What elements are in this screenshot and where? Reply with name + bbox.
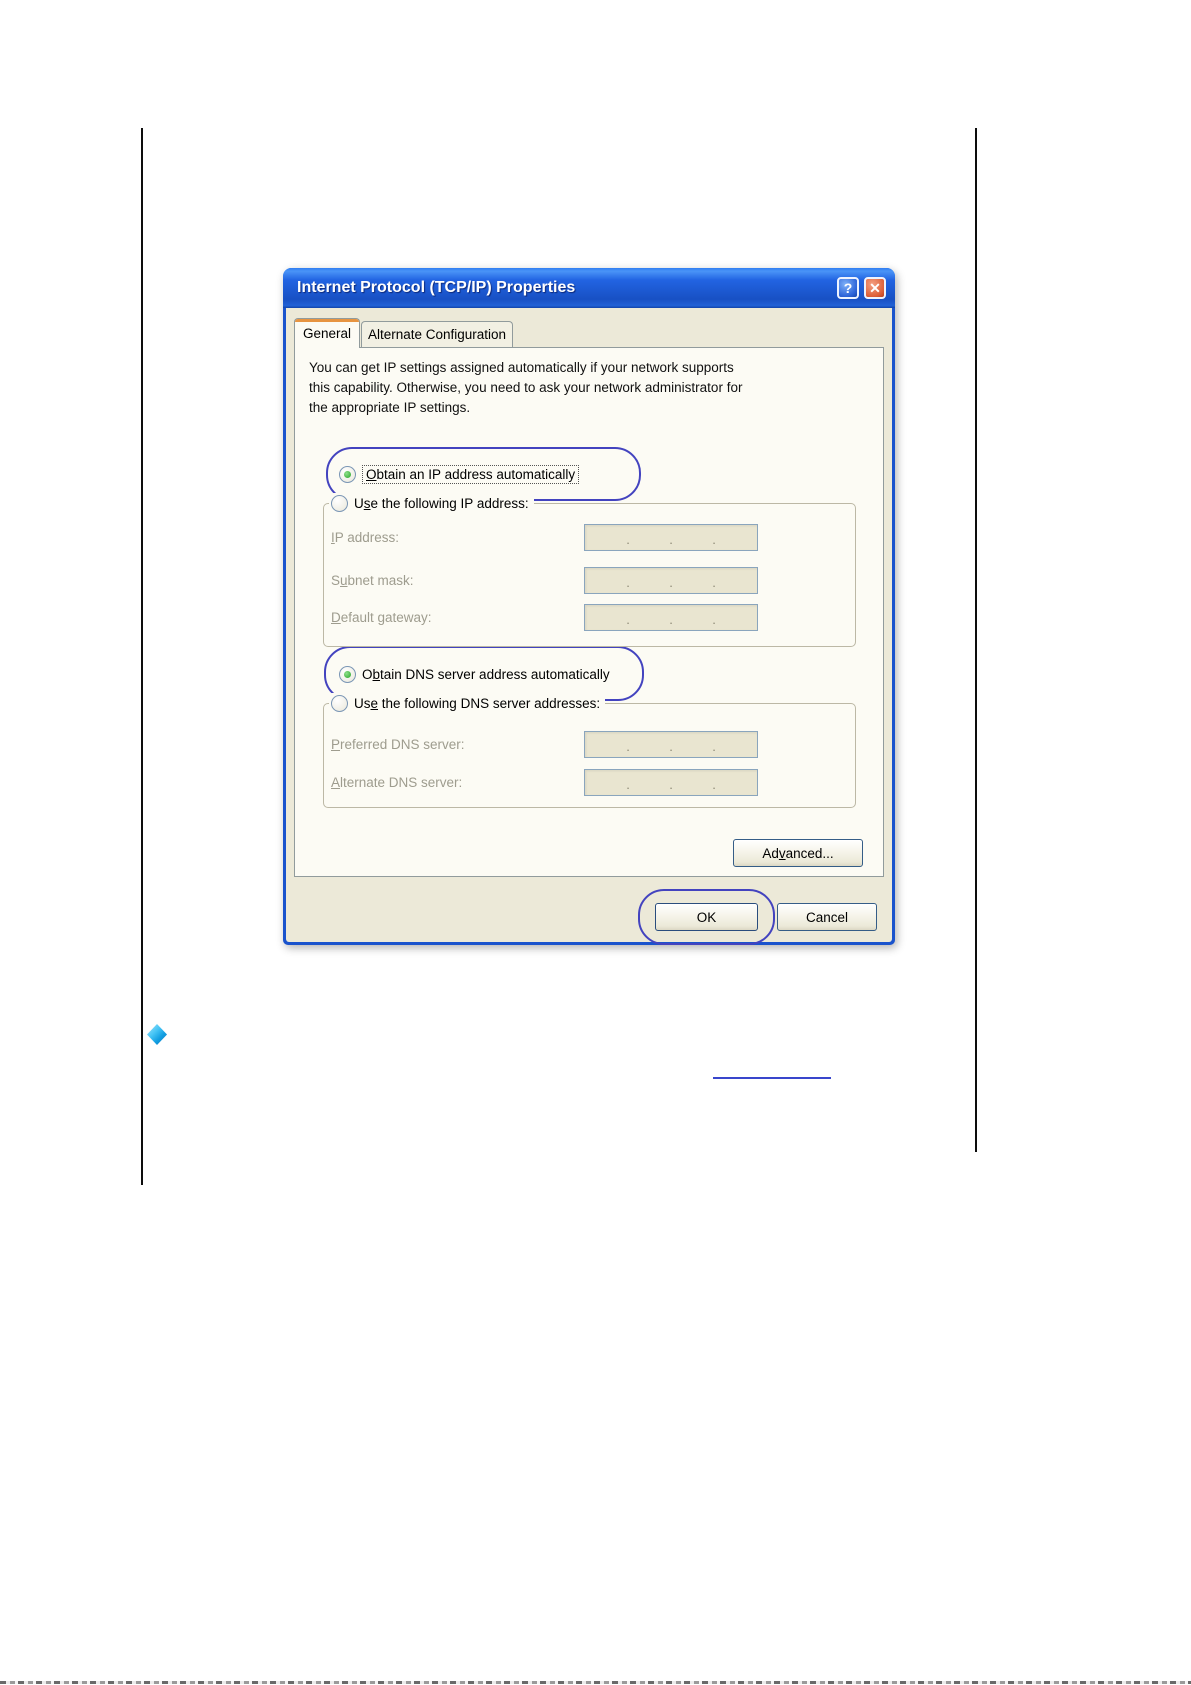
description-line: the appropriate IP settings. [309, 400, 471, 415]
legend-row-use-dns [329, 693, 605, 713]
octet-separator: . [712, 777, 716, 792]
label-preferred-dns: Preferred DNS server: [331, 737, 465, 752]
radio-obtain-dns-label[interactable]: Obtain DNS server address automatically [362, 666, 610, 682]
octet-separator: . [669, 612, 673, 627]
description-line: You can get IP settings assigned automatically if your network supports [309, 360, 734, 375]
tab-general-label: General [302, 326, 352, 341]
octet-separator: . [669, 575, 673, 590]
radio-row-obtain-dns [339, 660, 610, 688]
tab-page-general [294, 347, 884, 877]
cancel-button[interactable]: Cancel [777, 903, 877, 931]
input-ip-address[interactable] [584, 524, 758, 551]
octet-separator: . [712, 575, 716, 590]
legend-row-use-ip [329, 493, 534, 513]
hyperlink-underline[interactable] [713, 1077, 831, 1079]
octet-separator: . [626, 532, 630, 547]
octet-separator: . [626, 575, 630, 590]
label-subnet-mask: Subnet mask: [331, 573, 414, 588]
radio-obtain-ip[interactable] [339, 466, 356, 483]
close-icon[interactable]: ✕ [864, 277, 886, 299]
octet-separator: . [712, 532, 716, 547]
octet-separator: . [626, 777, 630, 792]
radio-obtain-dns[interactable] [339, 666, 356, 683]
octet-separator: . [626, 612, 630, 627]
dialog-title: Internet Protocol (TCP/IP) Properties [297, 279, 576, 296]
octet-separator: . [626, 739, 630, 754]
octet-separator: . [669, 777, 673, 792]
radio-obtain-ip-label[interactable]: Obtain an IP address automatically [362, 465, 579, 484]
octet-separator: . [669, 532, 673, 547]
titlebar[interactable] [283, 268, 895, 308]
help-icon[interactable]: ? [837, 277, 859, 299]
input-preferred-dns[interactable] [584, 731, 758, 758]
octet-separator: . [712, 612, 716, 627]
diamond-bullet-icon [147, 1024, 167, 1045]
page-border-right [975, 128, 977, 1152]
octet-separator: . [712, 739, 716, 754]
ok-button[interactable]: OK [655, 903, 758, 931]
radio-use-dns-label[interactable]: Use the following DNS server addresses: [354, 695, 601, 711]
label-alternate-dns: Alternate DNS server: [331, 775, 463, 790]
octet-separator: . [669, 739, 673, 754]
radio-use-dns[interactable] [331, 695, 348, 712]
description-text [309, 358, 742, 418]
page-bottom-dashed-line [0, 1681, 1191, 1684]
tab-alt-label: Alternate Configuration [367, 327, 507, 342]
tcpip-properties-dialog [283, 268, 895, 945]
label-default-gateway: Default gateway: [331, 610, 432, 625]
tab-alternate-configuration[interactable] [361, 321, 513, 347]
page-border-left [141, 128, 143, 1185]
input-subnet-mask[interactable] [584, 567, 758, 594]
radio-row-obtain-ip [339, 460, 579, 488]
dialog-body [286, 308, 892, 942]
description-line: this capability. Otherwise, you need to ask your network administrator for [309, 380, 743, 395]
input-default-gateway[interactable] [584, 604, 758, 631]
radio-use-ip[interactable] [331, 495, 348, 512]
tab-general[interactable] [294, 318, 360, 348]
label-ip-address: IP address: [331, 530, 400, 545]
advanced-button[interactable]: Ad v anced... [733, 839, 863, 867]
active-tab-accent [295, 319, 359, 322]
input-alternate-dns[interactable] [584, 769, 758, 796]
radio-use-ip-label[interactable]: Use the following IP address: [354, 495, 529, 511]
